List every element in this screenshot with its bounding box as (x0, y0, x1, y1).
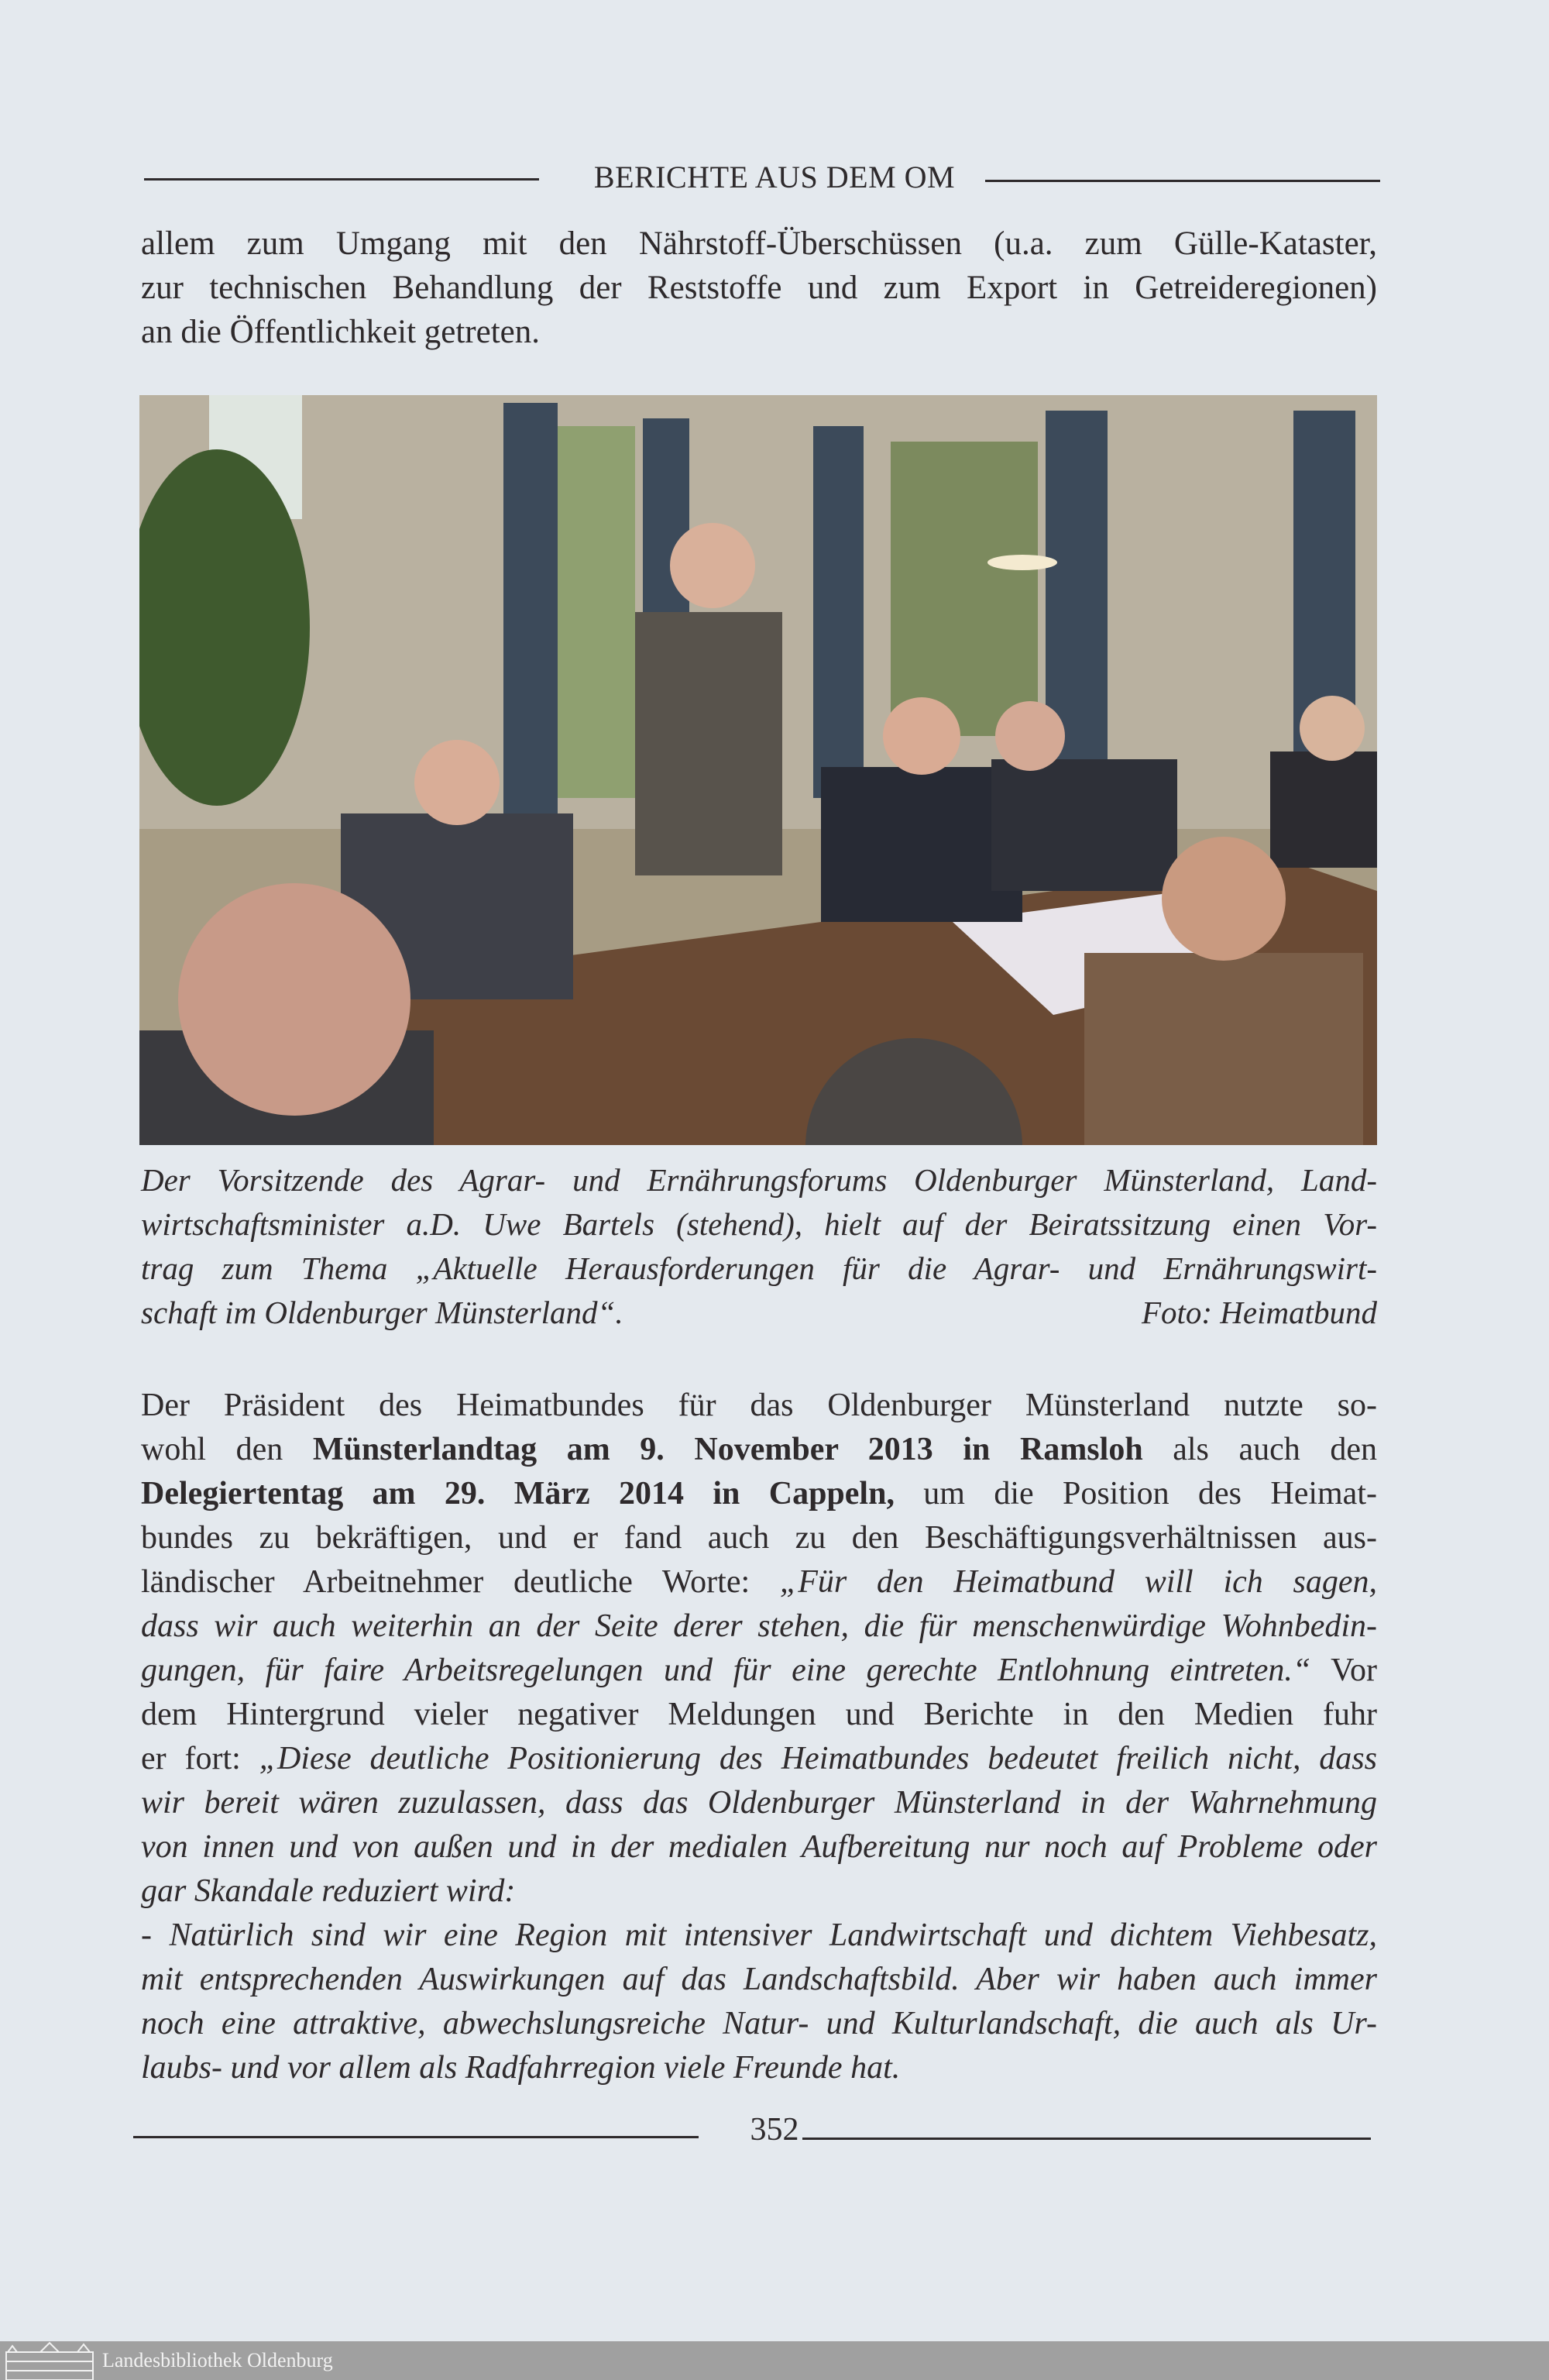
text-line (141, 1958, 1377, 2002)
running-head: BERICHTE AUS DEM OM (0, 159, 1549, 195)
library-building-icon (3, 2341, 96, 2380)
text-segment: Vor (1310, 1653, 1377, 1688)
text-line (141, 1649, 1377, 1693)
caption-line: trag zum Thema „Aktuelle Herausforderungen für die Agrar- und Ernährungswirt- (141, 1250, 1377, 1286)
caption-line: Der Vorsitzende des Agrar- und Ernährungsforums Oldenburger Münsterland, Land- (141, 1162, 1377, 1198)
text-segment: als auch den (1142, 1432, 1377, 1467)
text-line (141, 1516, 1377, 1560)
quoted-text: von innen und von außen und in der medialen Aufbereitung nur noch auf Probleme oder (141, 1829, 1377, 1865)
text-line (141, 1560, 1377, 1604)
text-line (141, 1384, 1377, 1428)
text-line: zur technischen Behandlung der Reststoffe und zum Export in Getreideregionen) (141, 270, 1377, 306)
text-segment: Der Präsident des Heimatbundes für das Oldenburger Münsterland nutzte so- (141, 1388, 1377, 1423)
quoted-text: wir bereit wären zuzulassen, dass das Oldenburger Münsterland in der Wahrnehmung (141, 1785, 1377, 1821)
text-segment: bundes zu bekräftigen, und er fand auch zu den Beschäftigungsverhältnissen aus- (141, 1520, 1377, 1556)
text-line (141, 1781, 1377, 1825)
text-line (141, 2002, 1377, 2046)
text-line (141, 1869, 1377, 1914)
text-line (141, 1604, 1377, 1649)
quoted-text: gar Skandale reduziert wird: (141, 1873, 516, 1909)
caption-line: schaft im Oldenburger Münsterland“. (141, 1295, 623, 1330)
meeting-photo-illustration (139, 395, 1377, 1145)
quoted-text: mit entsprechenden Auswirkungen auf das Landschaftsbild. Aber wir haben auch immer (141, 1962, 1377, 1997)
photo-caption (141, 1158, 1377, 1335)
quoted-text: - Natürlich sind wir eine Region mit intensiver Landwirtschaft und dichtem Viehbesatz, (141, 1917, 1377, 1953)
bold-text: Delegiertentag am 29. März 2014 in Cappeln, (141, 1476, 895, 1512)
text-line (141, 1428, 1377, 1472)
quoted-text: „Diese deutliche Positionierung des Heimatbundes bedeutet freilich nicht, dass (259, 1741, 1377, 1776)
text-segment: dem Hintergrund vieler negativer Meldungen und Berichte in den Medien fuhr (141, 1697, 1377, 1732)
library-footer-bar (0, 2341, 1549, 2380)
intro-paragraph (141, 222, 1377, 354)
text-segment: um die Position des Heimat- (894, 1476, 1377, 1512)
text-line (141, 1825, 1377, 1869)
quoted-text: laubs- und vor allem als Radfahrregion viele Freunde hat. (141, 2050, 901, 2086)
text-line (141, 1914, 1377, 1958)
text-segment: wohl den (141, 1432, 313, 1467)
page-number: 352 (750, 2112, 799, 2148)
text-line: allem zum Umgang mit den Nährstoff-Überschüssen (u.a. zum Gülle-Kataster, (141, 225, 1377, 262)
text-segment: ländischer Arbeitnehmer deutliche Worte: (141, 1564, 780, 1600)
text-line (141, 1693, 1377, 1737)
quoted-text: „Für den Heimatbund will ich sagen, (779, 1564, 1377, 1600)
bold-text: Münsterlandtag am 9. November 2013 in Ramsloh (312, 1432, 1143, 1467)
text-segment: er fort: (141, 1741, 259, 1776)
quoted-text: dass wir auch weiterhin an der Seite derer stehen, die für menschenwürdige Wohnbedin- (141, 1608, 1377, 1644)
text-line: an die Öffentlichkeit getreten. (141, 314, 540, 350)
caption-line: wirtschaftsminister a.D. Uwe Bartels (stehend), hielt auf der Beiratssitzung einen Vor- (141, 1206, 1377, 1242)
photo-credit: Foto: Heimatbund (1141, 1295, 1377, 1330)
body-paragraph (141, 1384, 1377, 2090)
quoted-text: noch eine attraktive, abwechslungsreiche Natur- und Kulturlandschaft, die auch als Ur- (141, 2006, 1377, 2041)
quoted-text: gungen, für faire Arbeitsregelungen und für eine gerechte Entlohnung eintreten.“ (141, 1653, 1311, 1688)
text-line (141, 2046, 1377, 2090)
text-line (141, 1737, 1377, 1781)
library-name: Landesbibliothek Oldenburg (102, 2349, 333, 2371)
text-line (141, 1472, 1377, 1516)
meeting-photo (139, 395, 1377, 1145)
